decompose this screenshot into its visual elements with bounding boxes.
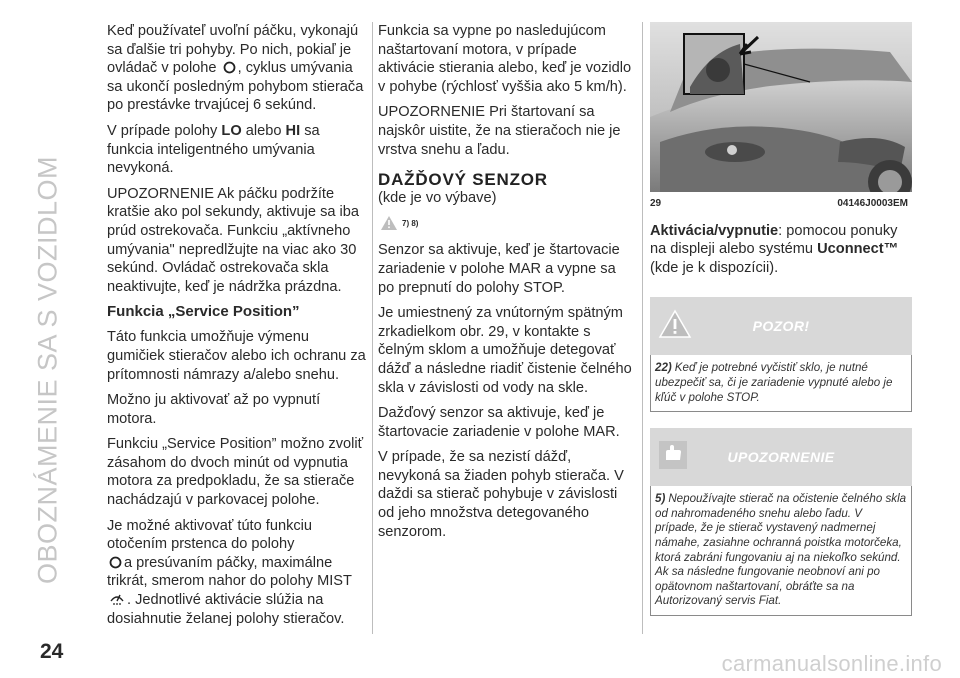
paragraph: Keď používateľ uvoľní páčku, vykonajú sa ďalšie tri pohyby. Po nich, pokiaľ je ovládač v polohe , cyklus umývania sa ukončí posledným pohybom stierača po prestávke trvajúcej 6 sekúnd. bbox=[107, 23, 364, 114]
paragraph: Funkcia sa vypne po nasledujúcom naštartovaní motora, v prípade aktivácie stierania alebo, keď je vozidlo v pohybe (rýchlosť vyššia ako 5 km/h). bbox=[378, 23, 632, 95]
paragraph: V prípade, že sa nezistí dážď, nevykoná sa žiaden pohyb stierača. V daždi sa stierač pohybuje v závislosti od jeho množstva detegovaného senzorom. bbox=[378, 449, 624, 540]
paragraph: Senzor sa aktivuje, keď je štartovacie zariadenie v polohe MAR a vypne sa po prepnutí do polohy STOP. bbox=[378, 242, 620, 296]
paragraph: V prípade polohy LO alebo HI sa funkcia inteligentného umývania nevykoná. bbox=[107, 122, 320, 177]
notice-box-title: UPOZORNENIE bbox=[727, 448, 835, 465]
ring-position-icon bbox=[109, 556, 122, 569]
warning-triangle-icon bbox=[658, 309, 692, 339]
caution-box-title: POZOR! bbox=[752, 318, 810, 335]
paragraph: Je možné aktivovať túto funkciu otočením prstenca do polohy a presúvaním páčky, maximálne trikrát, smerom nahor do polohy MIST . Jednotlivé aktivácie slúžia na dosiahnutie želanej polohy stieračov. bbox=[107, 517, 352, 627]
figure-code: 04146J0003EM bbox=[837, 198, 908, 209]
figure-caption bbox=[650, 195, 912, 214]
watermark: carmanualsonline.info bbox=[721, 651, 942, 676]
section-title: DAŽĎOVÝ SENZOR bbox=[378, 170, 548, 190]
side-section-title: OBOZNÁMENIE SA S VOZIDLOM bbox=[32, 155, 63, 585]
column-divider bbox=[372, 22, 373, 634]
paragraph: UPOZORNENIE Ak páčku podržíte kratšie ako pol sekundy, aktivuje sa iba prúd ostrekovača. Funkciu „aktívneho umývania" nepredlžujte na viac ako 30 sekúnd. Ovládač ostrekovača skla neaktivujte, keď je nádržka prázdna. bbox=[107, 185, 360, 295]
car-illustration bbox=[650, 22, 912, 192]
subheading: Funkcia „Service Position” bbox=[107, 303, 300, 321]
paragraph: Dažďový senzor sa aktivuje, keď je štartovacie zariadenie v polohe MAR. bbox=[378, 405, 620, 440]
paragraph: Táto funkcia umožňuje výmenu gumičiek stieračov alebo ich ochranu za prítomnosti námrazy a/alebo snehu. bbox=[107, 329, 366, 383]
paragraph: Funkciu „Service Position” možno zvoliť zásahom do dvoch minút od vypnutia motora za predpokladu, že sa stierače nachádzajú v parkovacej polohe. bbox=[107, 436, 364, 509]
paragraph: Je umiestnený za vnútorným spätným zrkadielkom obr. 29, v kontakte s čelným sklom a umožňuje detegovať dážď a následne riadiť čistenie čelného skla v závislosti od vody na skle. bbox=[378, 305, 632, 396]
figure-number: 29 bbox=[650, 198, 662, 209]
paragraph: Aktivácia/vypnutie: pomocou ponuky na displeji alebo systému Uconnect™ (kde je k dispozícii). bbox=[650, 222, 899, 276]
notice-box-header bbox=[650, 428, 912, 486]
ring-position-icon bbox=[223, 61, 236, 74]
hand-notice-icon bbox=[658, 440, 688, 470]
column-2 bbox=[378, 22, 634, 548]
caution-box-body: 22) Keď je potrebné vyčistiť sklo, je nutné ubezpečiť sa, či je zariadenie vypnuté alebo je kľúč v polohe STOP. bbox=[650, 355, 912, 412]
notice-box-body: 5) Nepoužívajte stierač na očistenie čelného skla od nahromadeného snehu alebo ľadu. V prípade, že je stierač vystavený nadmernej námahe, zasiahne ochranná poistka motorčeka, ktorá zabráni fungovaniu aj na niekoľko sekúnd. Ak sa následne fungovanie neobnoví ani po opätovnom naštartovaní, obráťte sa na Autorizovaný servis Fiat. bbox=[650, 486, 912, 616]
caution-box-header bbox=[650, 297, 912, 355]
page-number: 24 bbox=[40, 640, 64, 663]
column-1 bbox=[107, 22, 369, 635]
reference-line: 7) 8) bbox=[378, 215, 634, 235]
column-divider bbox=[642, 22, 643, 634]
warning-reference-icon bbox=[380, 215, 398, 231]
paragraph: UPOZORNENIE Pri štartovaní sa najskôr uistite, že na stieračoch nie je vrstva snehu a ľadu. bbox=[378, 104, 621, 158]
column-3 bbox=[650, 22, 912, 616]
mist-wiper-icon bbox=[109, 592, 125, 606]
paragraph: Možno ju aktivovať až po vypnutí motora. bbox=[107, 392, 321, 427]
rain-sensor-figure bbox=[650, 22, 912, 192]
section-subtitle: (kde je vo výbave) bbox=[378, 190, 497, 207]
